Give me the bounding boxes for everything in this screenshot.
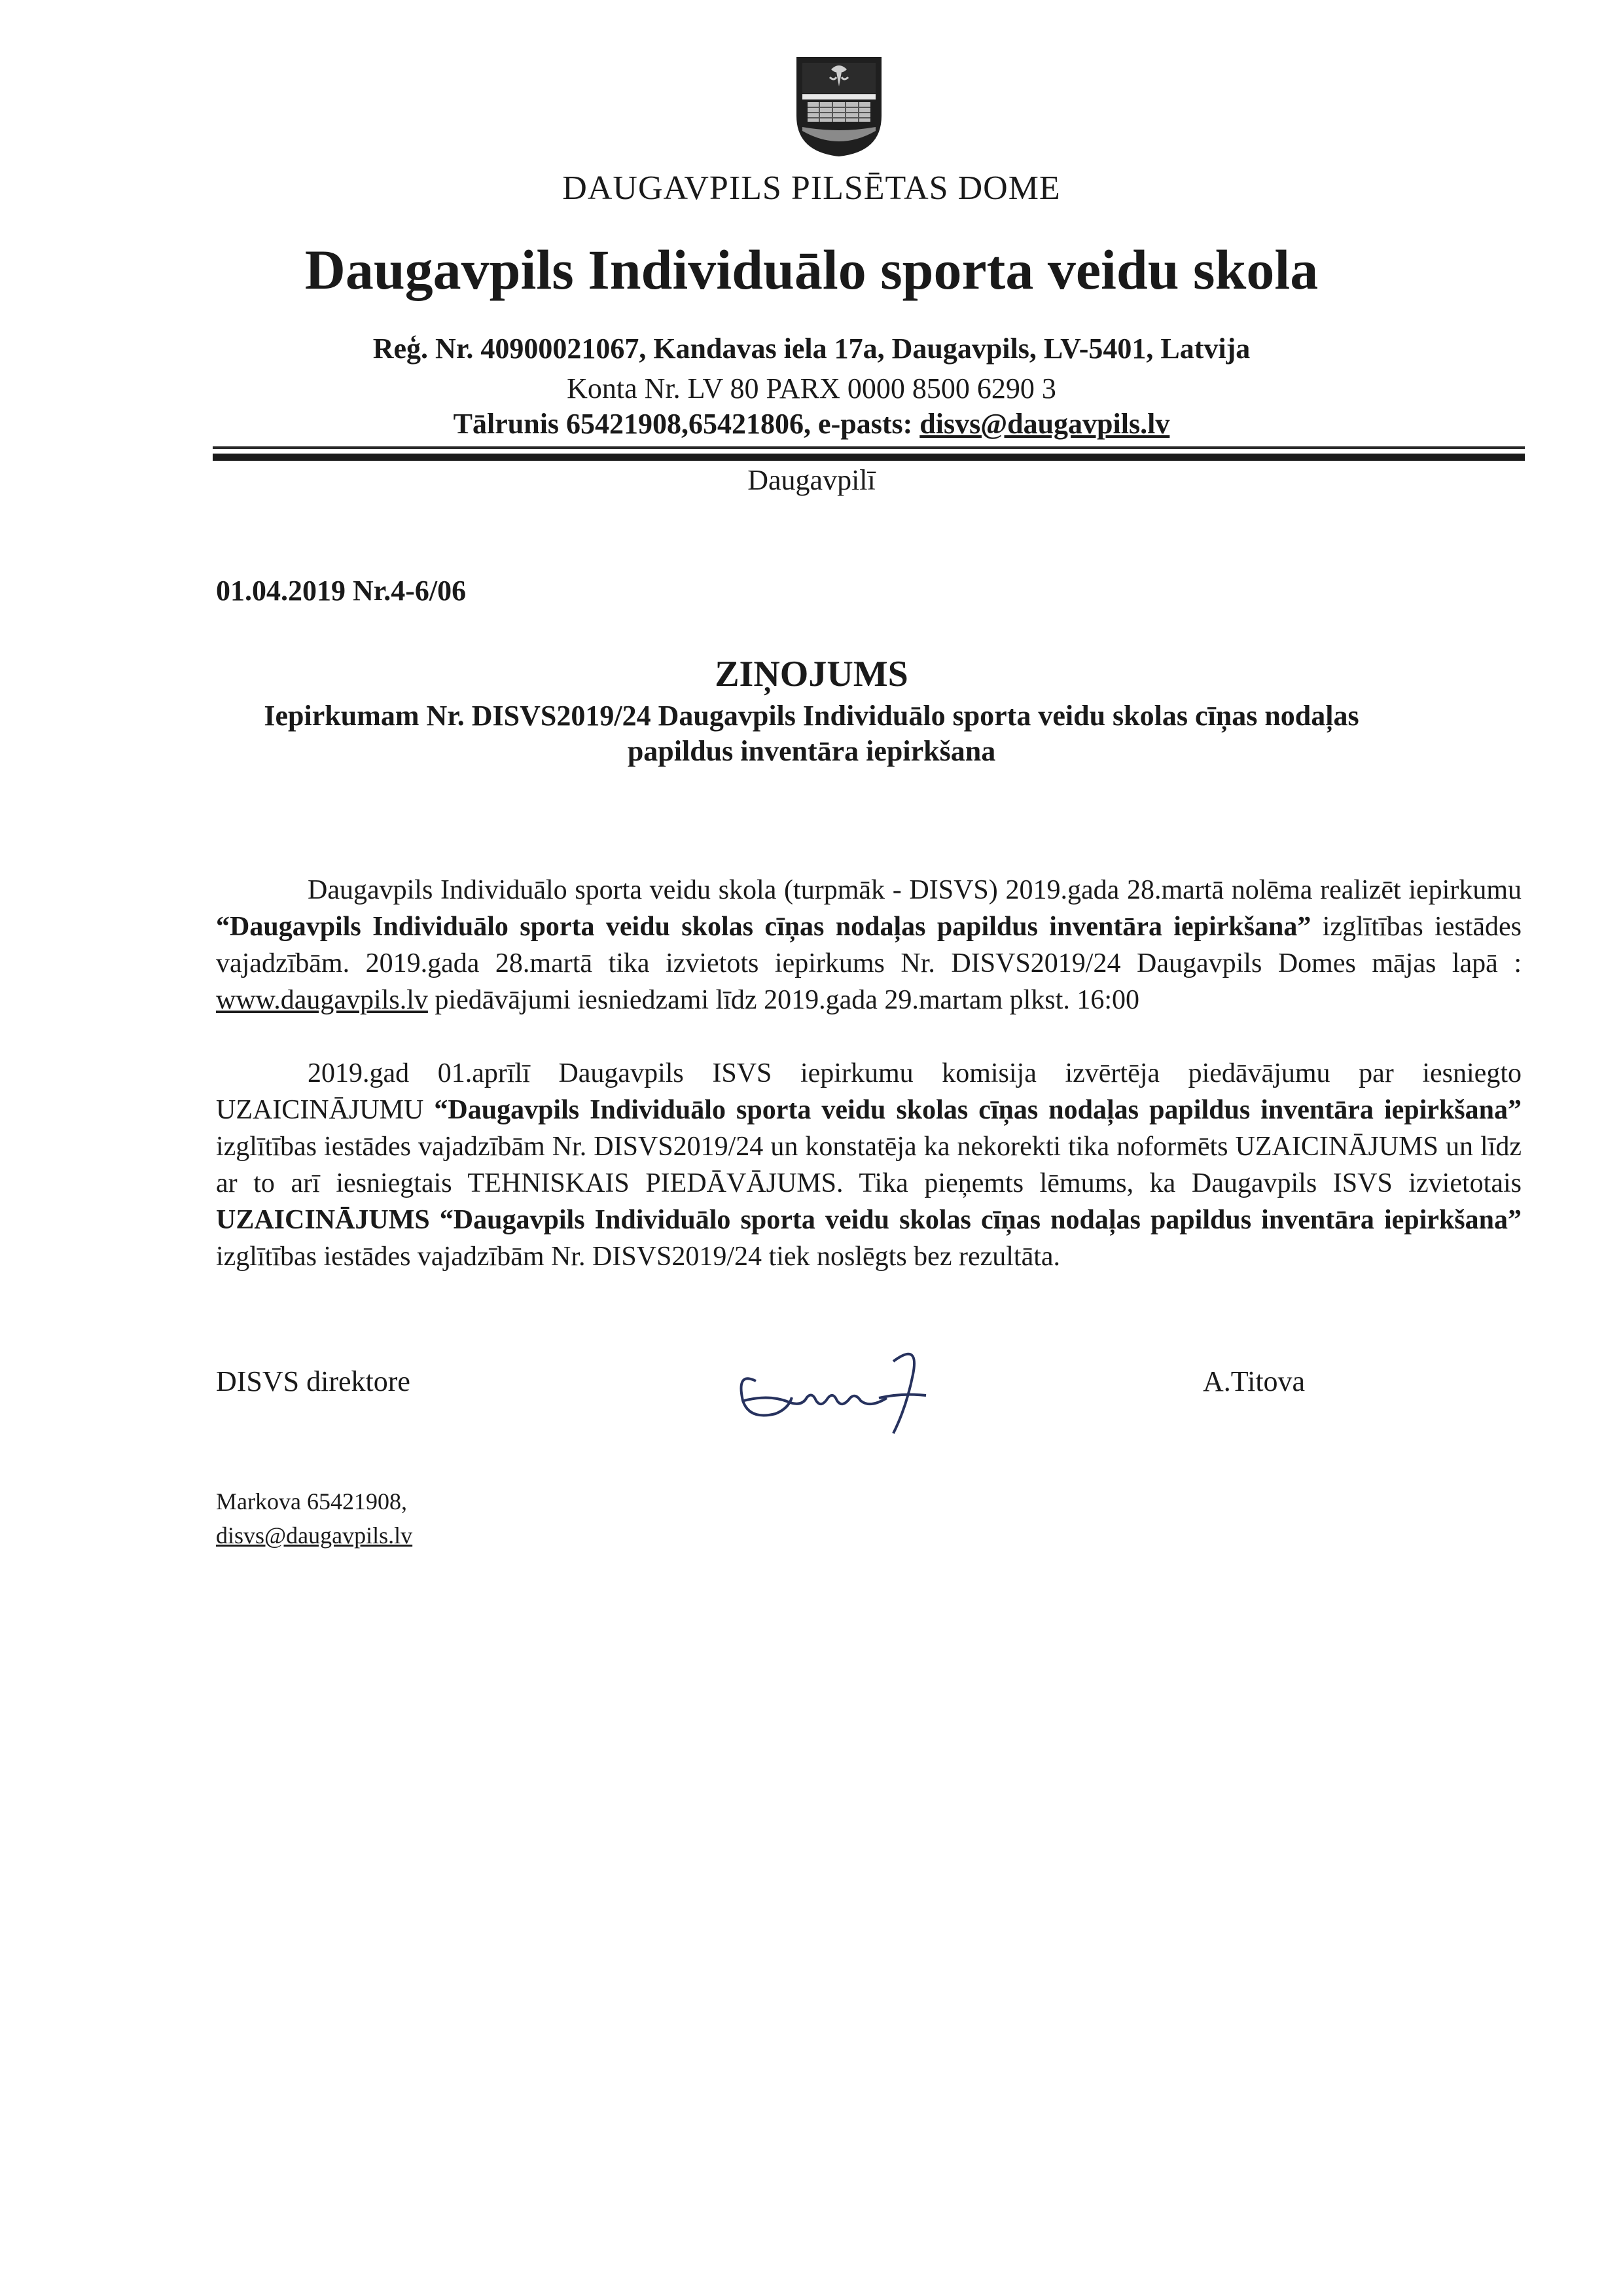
header-email-link[interactable]: disvs@daugavpils.lv	[919, 408, 1170, 440]
p2-text-3: izglītības iestādes vajadzībām Nr. DISVS2019/24 tiek noslēgts bez rezultāta.	[216, 1242, 1061, 1272]
registration-line: Reģ. Nr. 40900021067, Kandavas iela 17a, Daugavpils, LV-5401, Latvija	[372, 332, 1251, 365]
paragraph-1	[216, 872, 1522, 1018]
signatory-role: DISVS direktore	[216, 1365, 410, 1397]
p2-text-1: 2019.gad 01.aprīlī Daugavpils ISVS iepirkumu komisija izvērtēja piedāvājumu par iesniegto UZAICINĀJUMU	[216, 1058, 1522, 1125]
p1-bold-1: “Daugavpils Individuālo sporta veidu skolas cīņas nodaļas papildus inventāra iepirkšana”	[216, 912, 1311, 942]
p2-bold-1: “Daugavpils Individuālo sporta veidu skolas cīņas nodaļas papildus inventāra iepirkšana”	[434, 1095, 1522, 1125]
handwritten-signature-icon	[730, 1335, 952, 1440]
contact-person: Markova 65421908,	[216, 1488, 407, 1515]
header-rule-thin	[213, 446, 1525, 449]
website-link[interactable]: www.daugavpils.lv	[216, 985, 428, 1015]
header-rule-thick	[213, 454, 1525, 461]
footer-contact	[216, 1484, 412, 1552]
date-number: 01.04.2019 Nr.4-6/06	[216, 575, 467, 607]
place-name: Daugavpilī	[747, 464, 876, 496]
account-line: Konta Nr. LV 80 PARX 0000 8500 6290 3	[567, 372, 1056, 404]
document-subtitle-line1: Iepirkumam Nr. DISVS2019/24 Daugavpils Individuālo sporta veidu skolas cīņas nodaļas	[264, 700, 1359, 732]
council-name: DAUGAVPILS PILSĒTAS DOME	[562, 170, 1061, 207]
school-name: Daugavpils Individuālo sporta veidu skola	[304, 238, 1319, 301]
phone-text: Tālrunis 65421908,65421806, e-pasts:	[453, 408, 920, 440]
p2-bold-2: UZAICINĀJUMS “Daugavpils Individuālo sporta veidu skolas cīņas nodaļas papildus inventāra iepirkšana”	[216, 1205, 1522, 1235]
signatory-name: A.Titova	[1203, 1365, 1306, 1397]
p1-text-2: izglītības iestādes vajadzībām. 2019.gada 28.martā tika izvietots iepirkums Nr. DISVS2019/24 Daugavpils Domes mājas lapā :	[216, 912, 1522, 978]
document-subtitle-line2: papildus inventāra iepirkšana	[627, 735, 996, 767]
footer-email-link[interactable]: disvs@daugavpils.lv	[216, 1522, 413, 1549]
contact-line	[0, 407, 1623, 440]
coat-of-arms-icon	[793, 54, 885, 158]
p1-text-3: piedāvājumi iesniedzami līdz 2019.gada 29.martam plkst. 16:00	[427, 985, 1139, 1015]
paragraph-2	[216, 1055, 1522, 1275]
p2-text-2: izglītības iestādes vajadzībām Nr. DISVS2019/24 un konstatēja ka nekorekti tika noformēts UZAICINĀJUMS un līdz ar to arī iesniegtais TEHNISKAIS PIEDĀVĀJUMS. Tika pieņemts lēmums, ka Daugavpils ISVS izvietotais	[216, 1132, 1522, 1198]
p1-text-1: Daugavpils Individuālo sporta veidu skola (turpmāk - DISVS) 2019.gada 28.martā nolēma realizēt iepirkumu	[308, 875, 1522, 905]
document-title: ZIŅOJUMS	[715, 654, 908, 694]
